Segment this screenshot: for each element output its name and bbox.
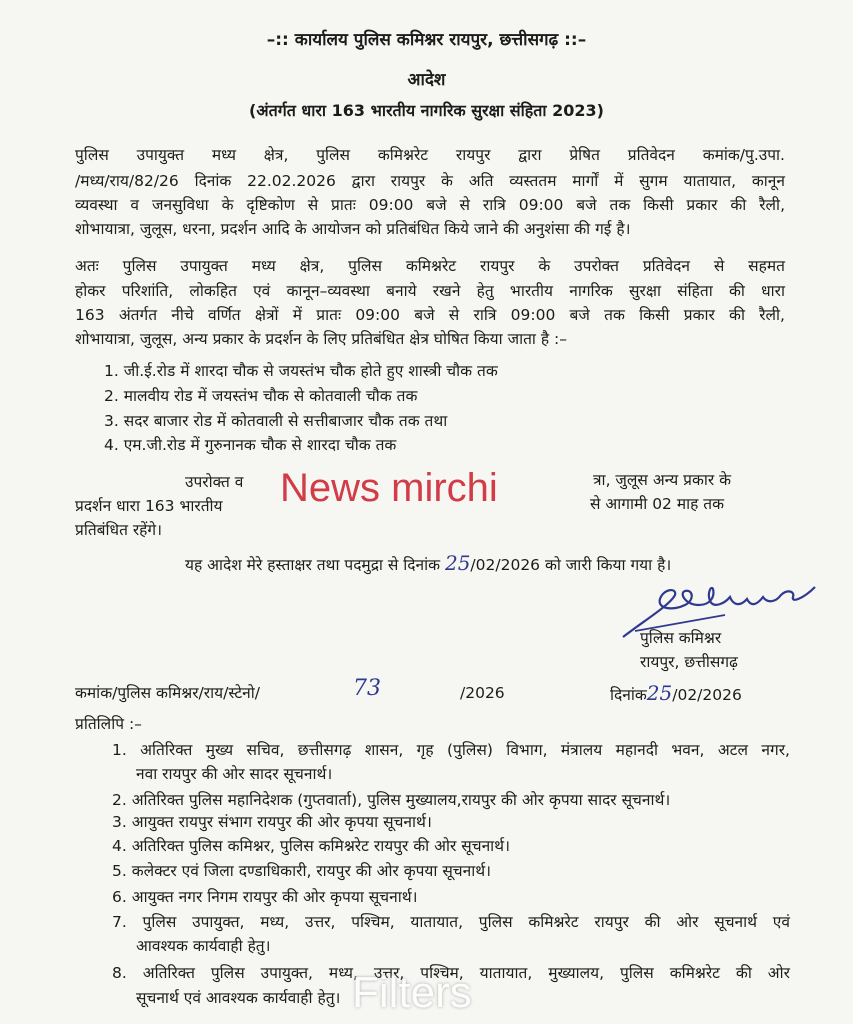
- reference-date: [610, 683, 742, 705]
- para1-line3: व्यवस्था व जनसुविधा के दृष्टिकोण से प्रातः 09:00 बजे से रात्रि 09:00 बजे तक किसी प्रकार की रैली,: [75, 196, 785, 214]
- para3-line2b: से आगामी 02 माह तक: [590, 495, 725, 513]
- route-item: 1. जी.ई.रोड में शारदा चौक से जयस्तंभ चौक होते हुए शास्त्री चौक तक: [104, 362, 498, 380]
- route-item: 4. एम.जी.रोड में गुरुनानक चौक से शारदा चौक तक: [104, 436, 397, 454]
- order-subtitle: (अंतर्गत धारा 163 भारतीय नागरिक सुरक्षा संहिता 2023): [249, 101, 604, 120]
- copy-item: 8. अतिरिक्त पुलिस उपायुक्त, मध्य, उत्तर, पश्चिम, यातायात, मुख्यालय, पुलिस कमिश्नरेट की ओर: [112, 964, 790, 982]
- copy-item: 6. आयुक्त नगर निगम रायपुर की ओर कृपया सूचनार्थ।: [112, 888, 418, 906]
- para2-line4: शोभायात्रा, जुलूस, अन्य प्रकार के प्रदर्शन के लिए प्रतिबंधित क्षेत्र घोषित किया जाता है :–: [75, 330, 567, 348]
- reference-number-handwritten: 73: [353, 676, 381, 701]
- reference-number-label: कमांक/पुलिस कमिश्नर/राय/स्टेनो/: [75, 684, 261, 702]
- copy-item: 3. आयुक्त रायपुर संभाग रायपुर की ओर कृपया सूचनार्थ।: [112, 813, 432, 831]
- copy-item-cont: नवा रायपुर की ओर सादर सूचनार्थ।: [136, 765, 333, 783]
- para1-line2: /मध्य/राय/82/26 दिनांक 22.02.2026 द्वारा रायपुर के अति व्यस्ततम मार्गों में सुगम यातायात, कानून: [75, 172, 785, 190]
- para3-line1b: त्रा, जुलूस अन्य प्रकार के: [593, 471, 732, 489]
- copy-item: 4. अतिरिक्त पुलिस कमिश्नर, पुलिस कमिश्नरेट रायपुर की ओर सूचनार्थ।: [112, 837, 510, 855]
- para2-line3: 163 अंतर्गत नीचे वर्णित क्षेत्रों में प्रातः 09:00 बजे से रात्रि 09:00 बजे तक किसी प्रकार की रैली,: [75, 306, 785, 324]
- para1-line4: शोभायात्रा, जुलूस, धरना, प्रदर्शन आदि के आयोजन को प्रतिबंधित किये जाने की अनुशंसा की गई है।: [75, 220, 631, 238]
- para3-line3: प्रतिबंधित रहेंगे।: [75, 521, 162, 539]
- office-header: –:: कार्यालय पुलिस कमिश्नर रायपुर, छत्तीसगढ़ ::–: [266, 30, 587, 50]
- para1-line1: पुलिस उपायुक्त मध्य क्षेत्र, पुलिस कमिश्नरेट रायपुर द्वारा प्रेषित प्रतिवेदन कमांक/पु.उपा.: [75, 146, 785, 164]
- copy-item: 5. कलेक्टर एवं जिला दण्डाधिकारी, रायपुर की ओर कृपया सूचनार्थ।: [112, 862, 492, 880]
- reference-date-label: दिनांक: [610, 686, 647, 704]
- news-mirchi-watermark: News mirchi: [280, 466, 498, 510]
- route-item: 3. सदर बाजार रोड में कोतवाली से सत्तीबाजार चौक तक तथा: [104, 412, 448, 430]
- issue-suffix: /02/2026 को जारी किया गया है।: [470, 556, 672, 574]
- reference-date-day: 25: [646, 681, 673, 705]
- issue-line-text: [185, 553, 671, 575]
- copy-item: 1. अतिरिक्त मुख्य सचिव, छत्तीसगढ़ शासन, गृह (पुलिस) विभाग, मंत्रालय महानदी भवन, अटल नगर,: [112, 741, 790, 759]
- copy-item-cont: सूचनार्थ एवं आवश्यक कार्यवाही हेतु।: [136, 989, 341, 1007]
- para2-line2: होकर परिशांति, लोकहित एवं कानून–व्यवस्था बनाये रखने हेतु भारतीय नागरिक सुरक्षा संहिता की धारा: [75, 282, 785, 300]
- para2-line1: अतः पुलिस उपायुक्त मध्य क्षेत्र, पुलिस कमिश्नरेट रायपुर के उपरोक्त प्रतिवेदन से सहमत: [75, 257, 785, 275]
- para3-line2a: प्रदर्शन धारा 163 भारतीय: [75, 497, 223, 515]
- copy-item: 2. अतिरिक्त पुलिस महानिदेशक (गुप्तवार्ता), पुलिस मुख्यालय,रायपुर की ओर कृपया सादर सूचनार्थ।: [112, 791, 671, 809]
- signatory-place: रायपुर, छत्तीसगढ़: [640, 653, 738, 671]
- copy-item: 7. पुलिस उपायुक्त, मध्य, उत्तर, पश्चिम, यातायात, पुलिस कमिश्नरेट रायपुर की ओर सूचनार्थ एवं: [112, 913, 790, 931]
- issue-day-handwritten: 25: [444, 551, 471, 575]
- issue-prefix: यह आदेश मेरे हस्ताक्षर तथा पदमुद्रा से दिनांक: [185, 556, 445, 574]
- signatory-title: पुलिस कमिश्नर: [640, 629, 722, 647]
- route-item: 2. मालवीय रोड में जयस्तंभ चौक से कोतवाली चौक तक: [104, 387, 418, 405]
- filters-watermark: Filters: [352, 968, 472, 1017]
- reference-year: /2026: [460, 684, 505, 702]
- para3-line1a: उपरोक्त व: [185, 473, 244, 491]
- reference-date-rest: /02/2026: [672, 686, 742, 704]
- copy-heading: प्रतिलिपि :–: [75, 715, 142, 733]
- order-title: आदेश: [407, 70, 446, 90]
- copy-item-cont: आवश्यक कार्यवाही हेतु।: [136, 937, 271, 955]
